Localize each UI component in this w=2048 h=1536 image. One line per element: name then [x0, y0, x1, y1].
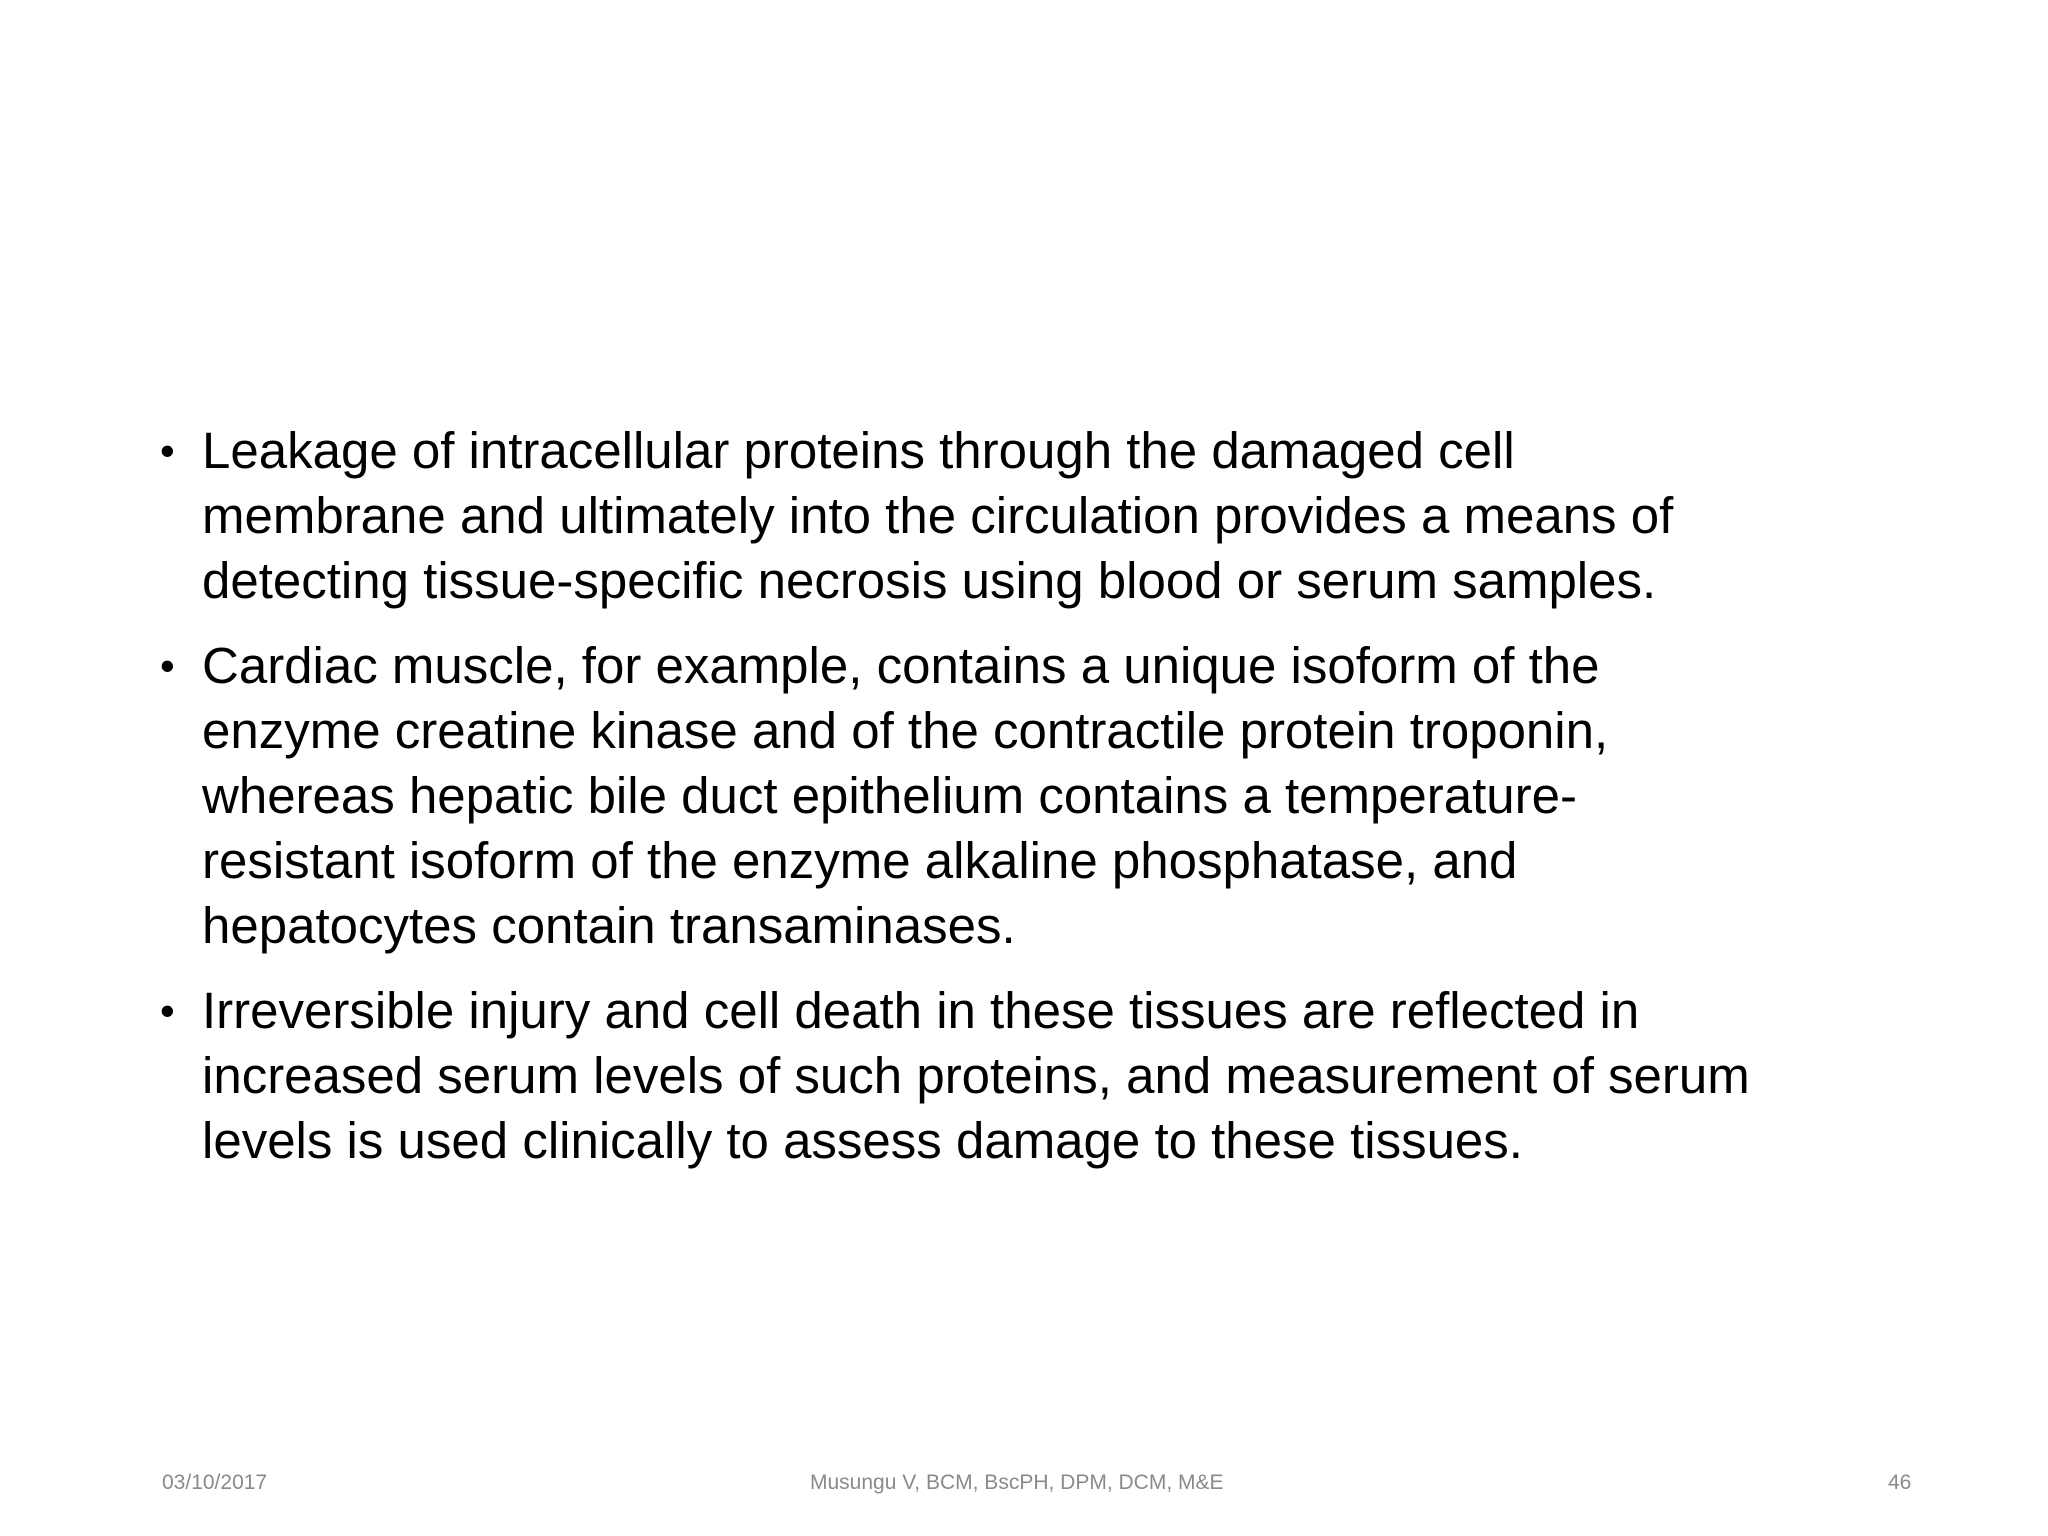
bullet-text — [202, 633, 1920, 958]
bullet-line: hepatocytes contain transaminases. — [202, 897, 1016, 954]
bullet-line: detecting tissue-specific necrosis using blood or serum samples. — [202, 552, 1657, 609]
footer-author: Musungu V, BCM, BscPH, DPM, DCM, M&E — [810, 1471, 1224, 1494]
bullet-item — [160, 633, 1920, 958]
bullet-icon: • — [160, 987, 175, 1034]
bullet-line: whereas hepatic bile duct epithelium contains a temperature- — [202, 767, 1577, 824]
page-number: 46 — [1888, 1471, 1912, 1494]
bullet-line: Leakage of intracellular proteins through the damaged cell — [202, 422, 1515, 479]
bullet-line: levels is used clinically to assess damage to these tissues. — [202, 1112, 1523, 1169]
footer-date: 03/10/2017 — [162, 1471, 268, 1494]
bullet-item — [160, 418, 1920, 613]
bullet-text — [202, 418, 1920, 613]
bullet-line: membrane and ultimately into the circulation provides a means of — [202, 487, 1674, 544]
bullet-list — [160, 418, 1920, 1173]
slide-body — [160, 418, 1920, 1193]
bullet-icon: • — [160, 427, 175, 474]
bullet-item — [160, 978, 1920, 1173]
bullet-line: resistant isoform of the enzyme alkaline phosphatase, and — [202, 832, 1518, 889]
bullet-icon: • — [160, 642, 175, 689]
bullet-text — [202, 978, 1920, 1173]
bullet-line: Irreversible injury and cell death in these tissues are reflected in — [202, 982, 1640, 1039]
bullet-line: increased serum levels of such proteins, and measurement of serum — [202, 1047, 1750, 1104]
bullet-line: enzyme creatine kinase and of the contractile protein troponin, — [202, 702, 1609, 759]
bullet-line: Cardiac muscle, for example, contains a unique isoform of the — [202, 637, 1600, 694]
